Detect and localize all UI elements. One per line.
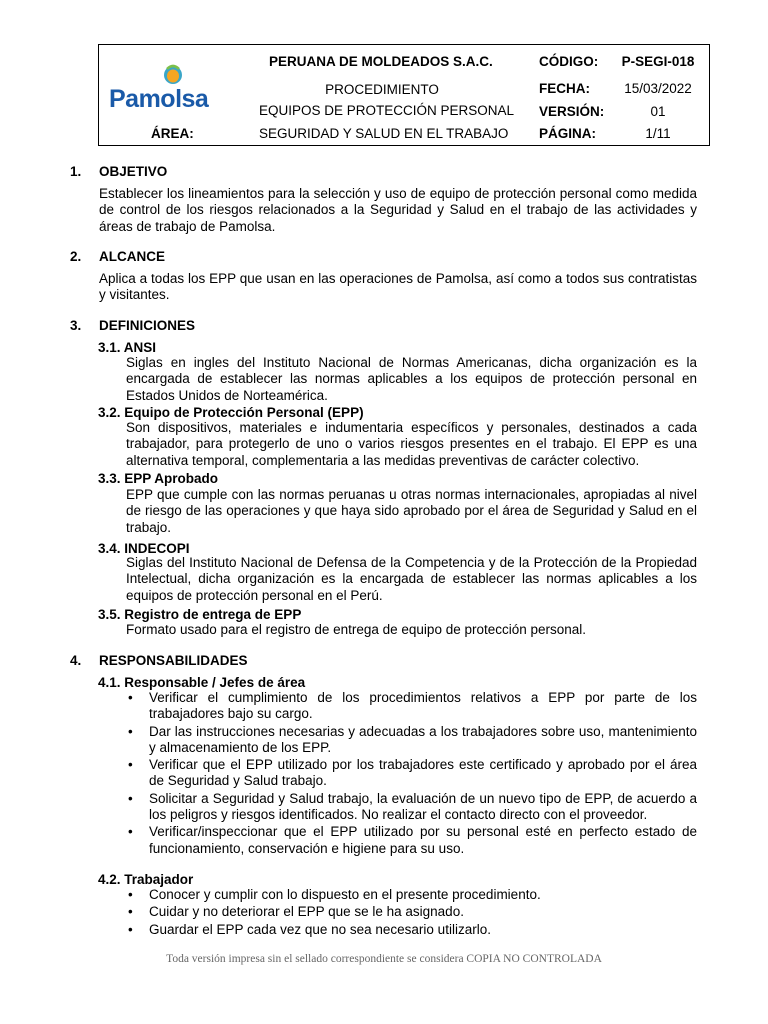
bullet-icon: • (128, 690, 133, 705)
definition-epp-text: Son dispositivos, materiales e indumentaria específicos y personales, destinados a cada trabajador, para protegerlo de uno o varios riesgos presentes en el trabajo. El EPP es una alternativa temporal, complementaria a las medidas preventivas de carácter colectivo. (126, 420, 697, 468)
definition-epp-aprobado-text: EPP que cumple con las normas peruanas u otras normas internacionales, apropiadas al nivel de riesgo de las operaciones y que haya sido aprobado por el área de Seguridad y Salud en el trabajo. (126, 487, 697, 535)
section-objetivo-title: 1. OBJETIVO (70, 164, 168, 179)
bullet-icon: • (128, 921, 133, 937)
definition-indecopi-text: Siglas del Instituto Nacional de Defensa de la Competencia y de la Protección de la Propiedad Intelectual, dicha organización es la encargada de establecer las normas aplicables a los equipos de protección personal en el Perú. (126, 555, 697, 603)
document-header (98, 44, 710, 146)
code-label: CÓDIGO: (539, 54, 599, 69)
bullet-icon: • (128, 824, 133, 840)
bullet-icon: • (128, 757, 133, 773)
definition-epp-title: 3.2. Equipo de Protección Personal (EPP) (98, 405, 364, 420)
bullet-icon: • (128, 723, 133, 739)
version-label: VERSIÓN: (539, 104, 605, 119)
bullet-icon: • (128, 790, 133, 806)
section-objetivo-text: Establecer los lineamientos para la selección y uso de equipo de protección personal como medida de control de los riesgos relacionados a la Seguridad y Salud en el trabajo de las actividades y áreas de trabajo de Pamolsa. (99, 186, 697, 234)
list-item: • Verificar que el EPP utilizado por los trabajadores este certificado y aprobado por el área de Seguridad y Salud trabajo. (128, 757, 697, 789)
doc-title: EQUIPOS DE PROTECCIÓN PERSONAL (259, 103, 515, 118)
list-item: • Dar las instrucciones necesarias y adecuadas a los trabajadores sobre uso, mantenimiento y almacenamiento de los EPP. (128, 723, 697, 755)
page-label: PÁGINA: (539, 126, 596, 141)
area-value: SEGURIDAD Y SALUD EN EL TRABAJO (259, 126, 509, 141)
responsable-jefes-title: 4.1. Responsable / Jefes de área (98, 675, 306, 690)
definition-indecopi-title: 3.4. INDECOPI (98, 541, 190, 556)
company-logo (109, 63, 239, 113)
list-item: • Solicitar a Seguridad y Salud trabajo, la evaluación de un nuevo tipo de EPP, de acuerdo a los peligros y riesgos identificados. No realizar el contacto directo con el proveedor. (128, 790, 697, 823)
page-value: 1/11 (645, 126, 671, 141)
version-value: 01 (650, 104, 666, 119)
doc-type: PROCEDIMIENTO (325, 82, 439, 97)
date-label: FECHA: (539, 81, 590, 96)
section-alcance-title: 2. ALCANCE (70, 249, 165, 264)
bullet-icon: • (128, 887, 133, 902)
list-item: • Conocer y cumplir con lo dispuesto en el presente procedimiento. (128, 887, 541, 902)
list-item: • Cuidar y no deteriorar el EPP que se le ha asignado. (128, 904, 464, 920)
list-item: • Guardar el EPP cada vez que no sea necesario utilizarlo. (128, 921, 491, 937)
bullet-icon: • (128, 904, 133, 920)
code-value: P-SEGI-018 (621, 54, 695, 69)
definition-registro-title: 3.5. Registro de entrega de EPP (98, 607, 302, 622)
area-label: ÁREA: (151, 126, 194, 141)
list-item: • Verificar/inspeccionar que el EPP utilizado por su personal esté en perfecto estado de funcionamiento, conservación e higiene para su uso. (128, 824, 697, 856)
trabajador-title: 4.2. Trabajador (98, 872, 194, 887)
responsable-jefes-list (126, 690, 697, 858)
date-value: 15/03/2022 (624, 81, 692, 96)
section-alcance-text: Aplica a todas los EPP que usan en las operaciones de Pamolsa, así como a todos sus contratistas y visitantes. (99, 271, 697, 303)
definition-ansi-title: 3.1. ANSI (98, 340, 157, 355)
logo-text: Pamolsa (109, 85, 209, 113)
trabajador-list (126, 887, 697, 939)
definition-registro-text: Formato usado para el registro de entrega de equipo de protección personal. (126, 622, 587, 637)
definition-ansi-text: Siglas en ingles del Instituto Nacional de Normas Americanas, dicha organización es la encargada de establecer las normas aplicables a los equipos de protección personal en Estados Unidos de Norteamérica. (126, 355, 697, 403)
company-name: PERUANA DE MOLDEADOS S.A.C. (269, 54, 493, 69)
list-item: • Verificar el cumplimiento de los procedimientos relativos a EPP por parte de los trabajadores bajo su cargo. (128, 690, 697, 722)
footer-disclaimer: Toda versión impresa sin el sellado correspondiente se considera COPIA NO CONTROLADA (166, 953, 602, 965)
definition-epp-aprobado-title: 3.3. EPP Aprobado (98, 471, 219, 486)
section-definiciones-title: 3. DEFINICIONES (70, 318, 196, 333)
section-responsabilidades-title: 4. RESPONSABILIDADES (70, 653, 248, 668)
